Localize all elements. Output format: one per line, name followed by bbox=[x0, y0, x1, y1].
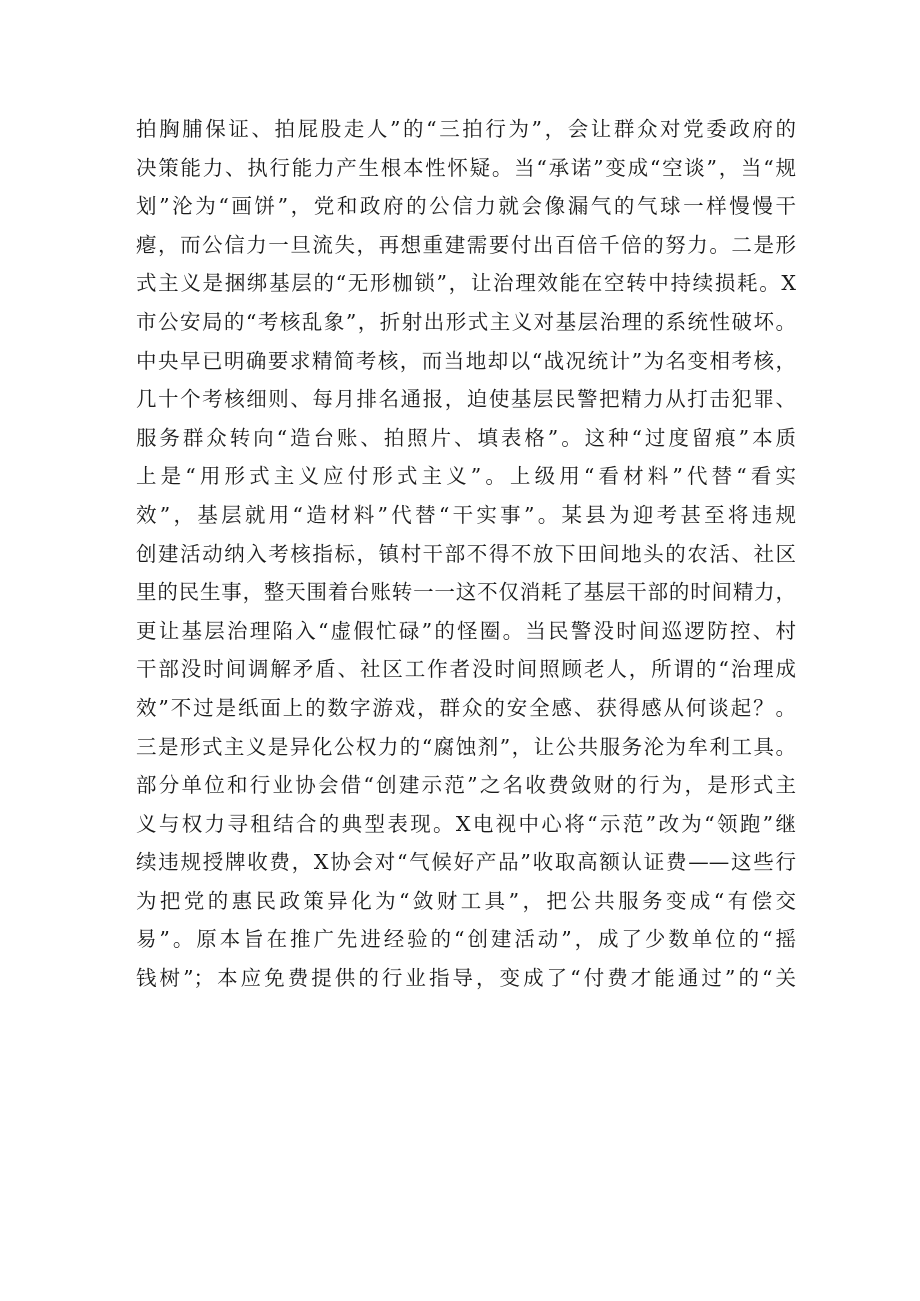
text-line: 中央早已明确要求精简考核，而当地却以“战况统计”为名变相考核， bbox=[136, 348, 796, 373]
text-line: 决策能力、执行能力产生根本性怀疑。当“承诺”变成“空谈”，当“规 bbox=[136, 155, 796, 180]
text-line: 续违规授牌收费，X协会对“气候好产品”收取高额认证费——这些行 bbox=[136, 850, 796, 875]
text-line: 服务群众转向“造台账、拍照片、填表格”。这种“过度留痕”本质 bbox=[136, 425, 796, 450]
text-line: 划”沦为“画饼”，党和政府的公信力就会像漏气的气球一样慢慢干 bbox=[136, 194, 796, 219]
text-line: 瘪，而公信力一旦流失，再想重建需要付出百倍千倍的努力。二是形 bbox=[136, 232, 796, 257]
text-line: 钱树”；本应免费提供的行业指导，变成了“付费才能通过”的“关 bbox=[136, 966, 796, 991]
text-line: 更让基层治理陷入“虚假忙碌”的怪圈。当民警没时间巡逻防控、村 bbox=[136, 618, 796, 643]
text-line: 为把党的惠民政策异化为“敛财工具”，把公共服务变成“有偿交 bbox=[136, 888, 796, 913]
text-line: 干部没时间调解矛盾、社区工作者没时间照顾老人，所谓的“治理成 bbox=[136, 657, 796, 682]
text-line: 里的民生事，整天围着台账转一一这不仅消耗了基层干部的时间精力， bbox=[136, 580, 796, 605]
text-line: 易”。原本旨在推广先进经验的“创建活动”，成了少数单位的“摇 bbox=[136, 927, 796, 952]
text-line: 式主义是捆绑基层的“无形枷锁”，让治理效能在空转中持续损耗。X bbox=[136, 271, 796, 296]
text-line: 三是形式主义是异化公权力的“腐蚀剂”，让公共服务沦为牟利工具。 bbox=[136, 734, 796, 759]
text-line: 效”，基层就用“造材料”代替“干实事”。某县为迎考甚至将违规 bbox=[136, 502, 796, 527]
body-paragraph bbox=[136, 110, 796, 998]
text-line: 拍胸脯保证、拍屁股走人”的“三拍行为”，会让群众对党委政府的 bbox=[136, 117, 796, 141]
text-line: 几十个考核细则、每月排名通报，迫使基层民警把精力从打击犯罪、 bbox=[136, 387, 796, 412]
text-line: 义与权力寻租结合的典型表现。X电视中心将“示范”改为“领跑”继 bbox=[136, 811, 796, 836]
text-line: 市公安局的“考核乱象”，折射出形式主义对基层治理的系统性破坏。 bbox=[136, 309, 796, 334]
text-line: 创建活动纳入考核指标，镇村干部不得不放下田间地头的农活、社区 bbox=[136, 541, 796, 566]
text-line: 上是“用形式主义应付形式主义”。上级用“看材料”代替“看实 bbox=[136, 464, 796, 489]
text-line: 效”不过是纸面上的数字游戏，群众的安全感、获得感从何谈起？。 bbox=[136, 695, 796, 720]
text-line: 部分单位和行业协会借“创建示范”之名收费敛财的行为，是形式主 bbox=[136, 773, 796, 798]
